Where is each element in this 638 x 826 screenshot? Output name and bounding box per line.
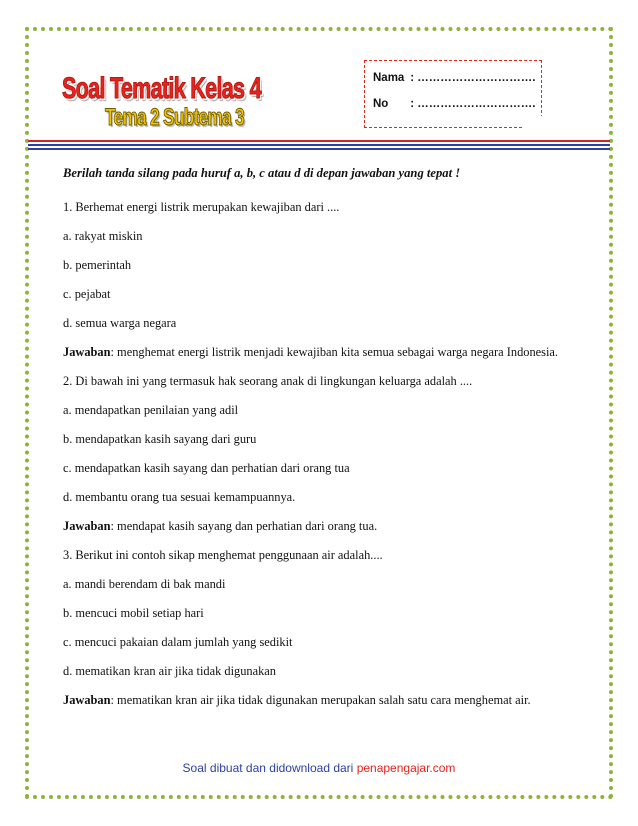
name-row — [373, 72, 535, 84]
footer — [0, 761, 638, 775]
answer-text: : mematikan kran air jika tidak digunakan merupakan salah satu cara menghemat air. — [110, 693, 531, 707]
option-2c: c. mendapatkan kasih sayang dan perhatian dari orang tua — [63, 461, 350, 475]
no-label: No — [373, 98, 389, 110]
instruction: Berilah tanda silang pada huruf a, b, c atau d di depan jawaban yang tepat ! — [63, 166, 461, 180]
option-1a: a. rakyat miskin — [63, 229, 143, 243]
option-1c: c. pejabat — [63, 287, 111, 301]
title-main: Soal Tematik Kelas 4 — [62, 72, 261, 105]
option-3d: d. mematikan kran air jika tidak digunakan — [63, 664, 276, 678]
option-3a: a. mandi berendam di bak mandi — [63, 577, 226, 591]
option-2d: d. membantu orang tua sesuai kemampuannya. — [63, 490, 296, 504]
answer-1 — [63, 345, 558, 359]
option-3b: b. mencuci mobil setiap hari — [63, 606, 204, 620]
divider-blue — [28, 148, 610, 150]
name-box — [364, 60, 542, 128]
divider-blue — [28, 144, 610, 146]
no-row — [373, 98, 535, 110]
answer-2 — [63, 519, 377, 533]
no-field[interactable]: : …………………………. — [410, 98, 536, 110]
option-1b: b. pemerintah — [63, 258, 132, 272]
answer-3 — [63, 693, 531, 707]
question-1: 1. Berhemat energi listrik merupakan kewajiban dari .... — [63, 200, 340, 214]
option-3c: c. mencuci pakaian dalam jumlah yang sedikit — [63, 635, 293, 649]
option-2a: a. mendapatkan penilaian yang adil — [63, 403, 239, 417]
page-curl-decoration — [521, 115, 543, 129]
option-1d: d. semua warga negara — [63, 316, 177, 330]
option-2b: b. mendapatkan kasih sayang dari guru — [63, 432, 257, 446]
answer-text: : mendapat kasih sayang dan perhatian dari orang tua. — [110, 519, 378, 533]
answer-label: Jawaban — [63, 519, 111, 533]
answer-label: Jawaban — [63, 693, 111, 707]
name-field[interactable]: : …………………………. — [410, 72, 536, 84]
divider-red — [28, 140, 610, 142]
question-3: 3. Berikut ini contoh sikap menghemat penggunaan air adalah.... — [63, 548, 383, 562]
question-2: 2. Di bawah ini yang termasuk hak seorang anak di lingkungan keluarga adalah .... — [63, 374, 473, 388]
name-label: Nama — [373, 72, 405, 84]
answer-text: : menghemat energi listrik menjadi kewajiban kita semua sebagai warga negara Indonesia. — [110, 345, 559, 359]
answer-label: Jawaban — [63, 345, 111, 359]
footer-text: Soal dibuat dan didownload dari — [182, 761, 357, 775]
title-subtitle: Tema 2 Subtema 3 — [105, 104, 244, 131]
footer-site-link[interactable]: penapengajar.com — [356, 761, 456, 775]
